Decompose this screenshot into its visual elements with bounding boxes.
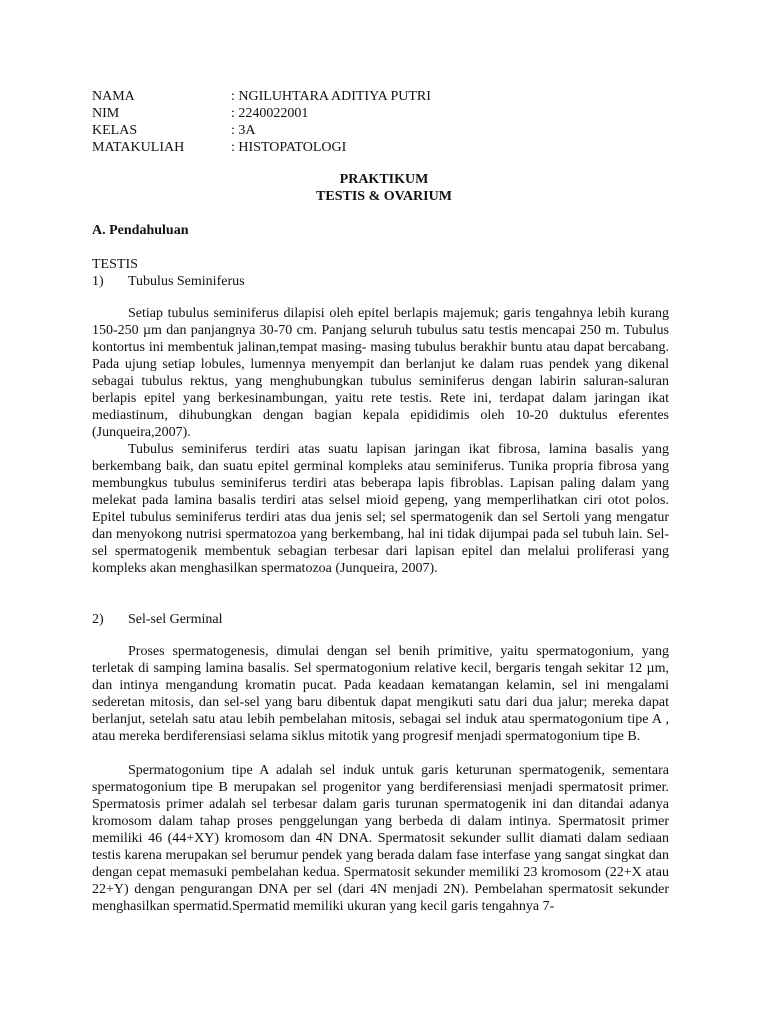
identity-row-name [92, 88, 431, 105]
paragraph-4: Spermatogonium tipe A adalah sel induk untuk garis keturunan spermatogenik, sementara spermatogonium tipe B merupakan sel progenitor yang berdiferensiasi menjadi spermatosit primer. Spermatosis primer adalah sel terbesar dalam garis turunan spermatogenik ini dan ditandai adanya kromosom dalam tahap proses penggelungan yang berbeda di dalam intinya. Spermatosit primer memiliki 46 (44+XY) kromosom dan 4N DNA. Spermatosit sekunder sullit diamati dalam sediaan testis karena merupakan sel berumur pendek yang berada dalam fase interfase yang sangat singkat dan dengan cepat memasuki pembelahan kedua. Spermatosit sekunder memiliki 23 kromosom (22+X atau 22+Y) dengan pengurangan DNA per sel (dari 4N menjadi 2N). Pembelahan spermatosit sekunder menghasilkan spermatid.Spermatid memiliki ukuran yang kecil garis tengahnya 7- [92, 763, 669, 914]
document-title-line1: PRAKTIKUM [339, 172, 429, 187]
paragraph-3: Proses spermatogenesis, dimulai dengan sel benih primitive, yaitu spermatogonium, yang terletak di samping lamina basalis. Sel spermatogonium relative kecil, bergaris tengah sekitar 12 µm, dan intinya mengandung kromatin pucat. Pada keadaan kematangan kelamin, sel ini mengalami sederetan mitosis, dan sel-sel yang baru dibentuk dapat mengikuti satu dari dua jalur; mereka dapat berlanjut, setelah satu atau lebih pembelahan mitosis, sebagai sel induk atau spermatogonium tipe A , atau mereka berdiferensiasi selama siklus mitotik yang progresif menjadi spermatogonium tipe B. [92, 644, 669, 744]
subsection-number: 2) [92, 612, 104, 627]
subsection-heading-2 [92, 611, 222, 628]
subsection-number: 1) [92, 274, 104, 289]
identity-value: : 2240022001 [231, 106, 309, 121]
paragraph-1: Setiap tubulus seminiferus dilapisi oleh epitel berlapis majemuk; garis tengahnya lebih kurang 150-250 µm dan panjangnya 30-70 cm. Panjang seluruh tubulus satu testis mencapai 250 m. Tubulus kontortus ini membentuk jalinan,tempat masing- masing tubulus berakhir buntu atau dapat bercabang. Pada ujung setiap lobules, lumennya menyempit dan berlanjut ke dalam ruas pendek yang dikenal sebagai tubulus rektus, yang menghubungkan tubulus seminiferus dengan labirin saluran-saluran berlapis epitel yang berkesinambungan, yaitu rete testis. Rete ini, terdapat dalam jaringan ikat mediastinum, dihubungkan dengan bagian kepala epididimis oleh 10-20 duktulus eferentes (Junqueira,2007). [92, 306, 669, 440]
identity-label: NIM [92, 106, 120, 121]
identity-value: : NGILUHTARA ADITIYA PUTRI [231, 89, 431, 104]
identity-value: : 3A [231, 123, 256, 138]
subsection-heading-1 [92, 273, 245, 290]
section-heading: A. Pendahuluan [92, 223, 189, 238]
subsection-title: Tubulus Seminiferus [128, 274, 245, 289]
identity-row-matakuliah [92, 139, 346, 156]
identity-label: KELAS [92, 123, 138, 138]
identity-label: NAMA [92, 89, 135, 104]
identity-value: : HISTOPATOLOGI [231, 140, 347, 155]
identity-row-nim [92, 105, 308, 122]
identity-label: MATAKULIAH [92, 140, 185, 155]
document-title-line2: TESTIS & OVARIUM [316, 189, 452, 204]
paragraph-2: Tubulus seminiferus terdiri atas suatu lapisan jaringan ikat fibrosa, lamina basalis yang berkembang baik, dan suatu epitel germinal kompleks atau seminiferus. Tunika propria fibrosa yang membungkus tubulus seminiferus terdiri atas beberapa lapis fibroblas. Lapisan paling dalam yang melekat pada lamina basalis terdiri atas selsel mioid gepeng, yang memperlihatkan ciri otot polos. Epitel tubulus seminiferus terdiri atas dua jenis sel; sel spermatogenik dan sel Sertoli yang mengatur dan menyokong nutrisi spermatozoa yang berkembang, hal ini tidak dijumpai pada sel tubuh lain. Sel-sel spermatogenik membentuk sebagian terbesar dari lapisan epitel dan melalui proliferasi yang kompleks akan menghasilkan spermatozoa (Junqueira, 2007). [92, 442, 669, 576]
subsection-title: Sel-sel Germinal [128, 612, 223, 627]
identity-row-kelas [92, 122, 256, 139]
subject-label: TESTIS [92, 257, 138, 272]
